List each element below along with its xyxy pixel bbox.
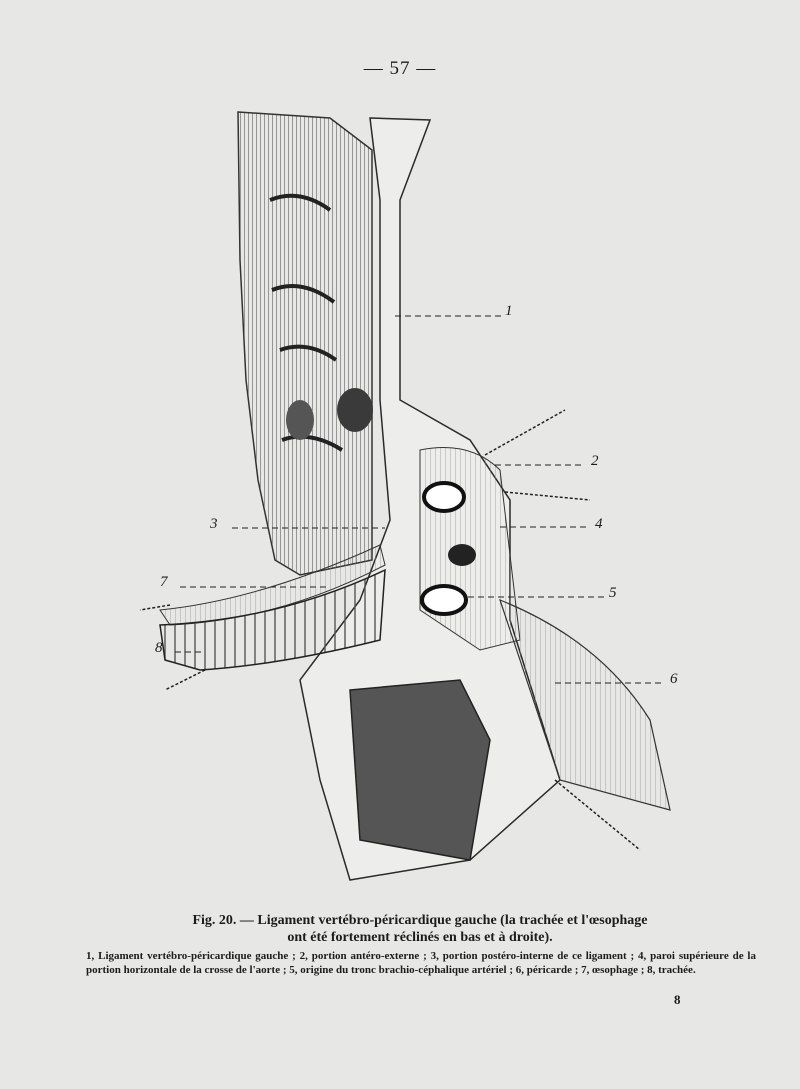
figure-legend: 1, Ligament vertébro-péricardique gauche ; 2, portion antéro-externe ; 3, portion postéro-interne de ce ligament ; 4, paroi supérieure de la portion horizontale de la crosse de l'aorte ; 5, origine du tronc brachio-céphalique artériel ; 6, péricarde ; 7, œsophage ; 8, trachée. bbox=[86, 950, 756, 976]
figure-label-2: 2 bbox=[591, 453, 599, 469]
figure-label-3: 3 bbox=[210, 516, 218, 532]
figure-label-7: 7 bbox=[160, 574, 168, 590]
figure-caption-title bbox=[120, 912, 720, 946]
figure-label-8: 8 bbox=[155, 640, 163, 656]
figure-label-4: 4 bbox=[595, 516, 603, 532]
page-number: — 57 — bbox=[363, 58, 437, 79]
figure-label-1: 1 bbox=[505, 303, 513, 319]
figure-label-5: 5 bbox=[609, 585, 617, 601]
figure-label-6: 6 bbox=[670, 671, 678, 687]
caption-title-line-1: Fig. 20. — Ligament vertébro-péricardique gauche (la trachée et l'œsophage bbox=[192, 913, 648, 928]
vertebral-column bbox=[238, 112, 373, 575]
caption-title-line-2: ont été fortement réclinés en bas et à droite). bbox=[287, 930, 553, 945]
signature-mark: 8 bbox=[674, 992, 681, 1007]
